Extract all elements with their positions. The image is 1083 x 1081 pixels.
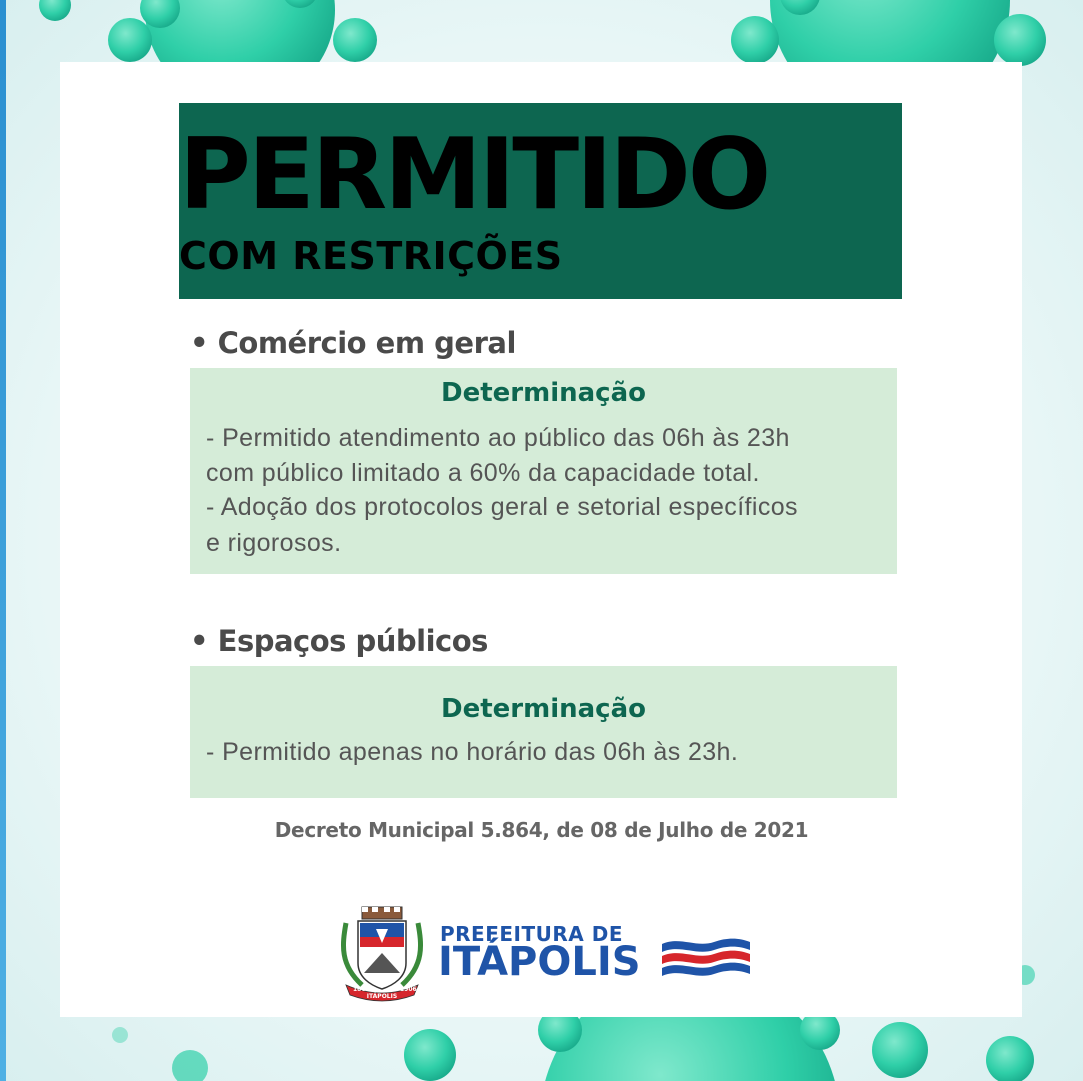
logo-line-1: PREFEITURA DE (440, 922, 623, 946)
page-subtitle: COM RESTRIÇÕES (179, 234, 563, 278)
logo-line-2: ITÁPOLIS (438, 939, 641, 985)
left-edge-bar (0, 0, 6, 1081)
crest-year-right: 1906 (400, 986, 417, 993)
decree-text: Decreto Municipal 5.864, de 08 de Julho de 2021 (274, 818, 809, 842)
city-crest-icon (332, 905, 432, 1005)
determination-line: - Permitido atendimento ao público das 06h às 23h (206, 424, 790, 452)
crest-name: ITÁPOLIS (366, 993, 398, 1000)
determination-box-comercio (190, 368, 897, 574)
determination-heading: Determinação (441, 694, 646, 724)
page-title: PERMITIDO (179, 118, 769, 232)
determination-line: - Adoção dos protocolos geral e setorial específicos (206, 493, 798, 521)
crest-year-left: 1862 (353, 986, 370, 993)
section-title-espacos: • Espaços públicos (190, 624, 488, 658)
determination-line: com público limitado a 60% da capacidade total. (206, 459, 760, 487)
flag-waves-icon (660, 934, 752, 982)
section-title-comercio: • Comércio em geral (190, 326, 516, 360)
determination-line: e rigorosos. (206, 529, 342, 557)
determination-box-espacos (190, 666, 897, 798)
determination-line: - Permitido apenas no horário das 06h às 23h. (206, 738, 739, 766)
determination-heading: Determinação (441, 378, 646, 408)
